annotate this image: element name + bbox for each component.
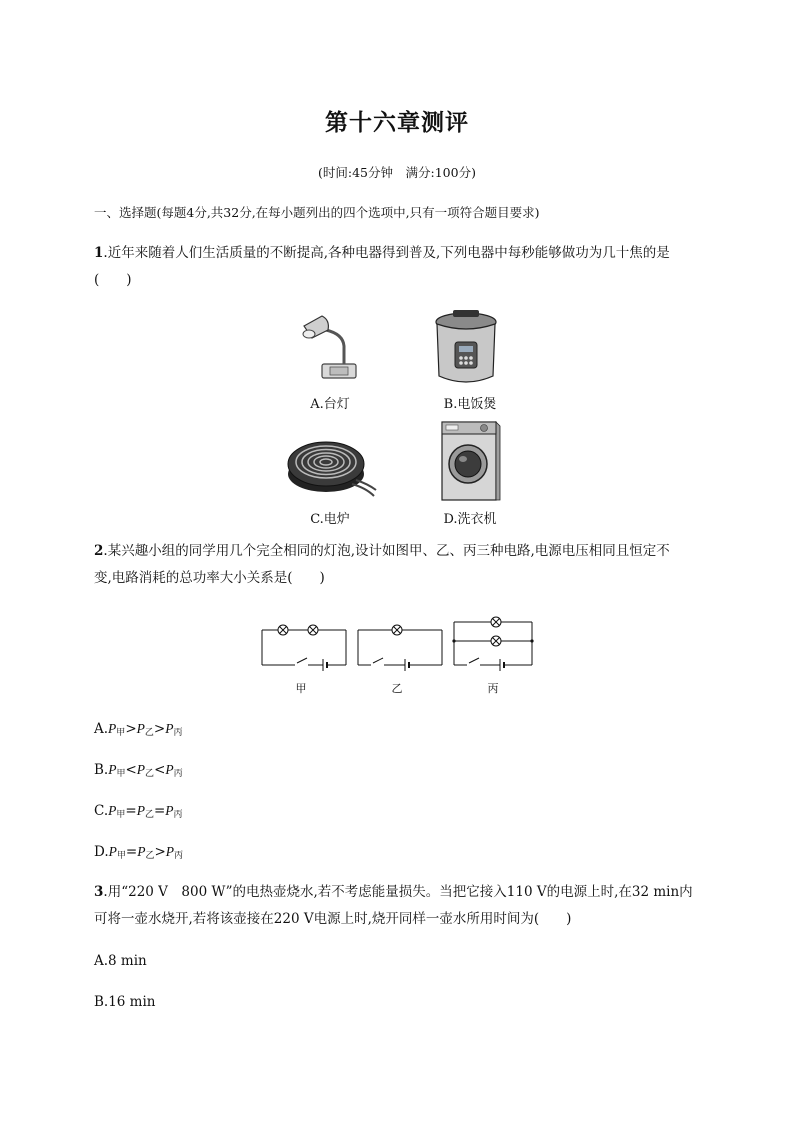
rice-cooker-image	[433, 308, 499, 388]
question-text: .近年来随着人们生活质量的不断提高,各种电器得到普及,下列电器中每秒能够做功为几十焦的是	[103, 245, 670, 261]
question-number: 2	[94, 543, 104, 559]
option-b: $B.P_甲<P_乙<P_丙$	[94, 762, 183, 779]
section-heading: 一、选择题(每题4分,共32分,在每小题列出的四个选项中,只有一项符合题目要求)	[94, 205, 540, 220]
option-c-label: C.电炉	[310, 512, 350, 527]
circuit-label-yi: 乙	[391, 682, 403, 695]
question-1	[94, 240, 704, 294]
question-2	[94, 538, 704, 592]
option-a-label: A.台灯	[310, 397, 350, 412]
circuit-label-jia: 甲	[295, 682, 307, 695]
circuit-bing	[454, 622, 532, 671]
exam-info: (时间:45分钟 满分:100分)	[318, 165, 476, 180]
washing-machine-image	[438, 420, 502, 502]
question-text-continued: 变,电路消耗的总功率大小关系是( )	[94, 570, 325, 586]
option-b: B.16 min	[94, 994, 156, 1010]
option-a: $A.P_甲>P_乙>P_丙$	[94, 721, 183, 738]
question-text: .某兴趣小组的同学用几个完全相同的灯泡,设计如图甲、乙、丙三种电路,电源电压相同且恒定不	[103, 543, 670, 559]
question-number: 3	[94, 884, 104, 900]
option-d-label: D.洗衣机	[443, 512, 497, 527]
question-text-continued: 可将一壶水烧开,若将该壶接在220 V电源上时,烧开同样一壶水所用时间为( )	[94, 911, 572, 927]
question-number: 1	[94, 245, 104, 261]
desk-lamp-image	[296, 312, 366, 382]
page-title: 第十六章测评	[325, 110, 469, 136]
circuit-label-bing: 丙	[487, 682, 499, 695]
electric-stove-image	[286, 430, 378, 498]
option-d: $D.P_甲=P_乙>P_丙$	[94, 844, 184, 861]
option-b-label: B.电饭煲	[443, 397, 497, 412]
circuit-jia	[262, 630, 346, 671]
circuit-diagrams	[255, 612, 545, 672]
option-c: $C.P_甲=P_乙=P_丙$	[94, 803, 183, 820]
circuit-yi	[358, 630, 442, 671]
option-a: A.8 min	[94, 953, 147, 969]
question-text: .用“220 V 800 W”的电热壶烧水,若不考虑能量损失。当把它接入110 V的电源上时,在32 min内	[103, 884, 693, 900]
question-3	[94, 879, 704, 933]
answer-blank: ( )	[94, 272, 132, 288]
